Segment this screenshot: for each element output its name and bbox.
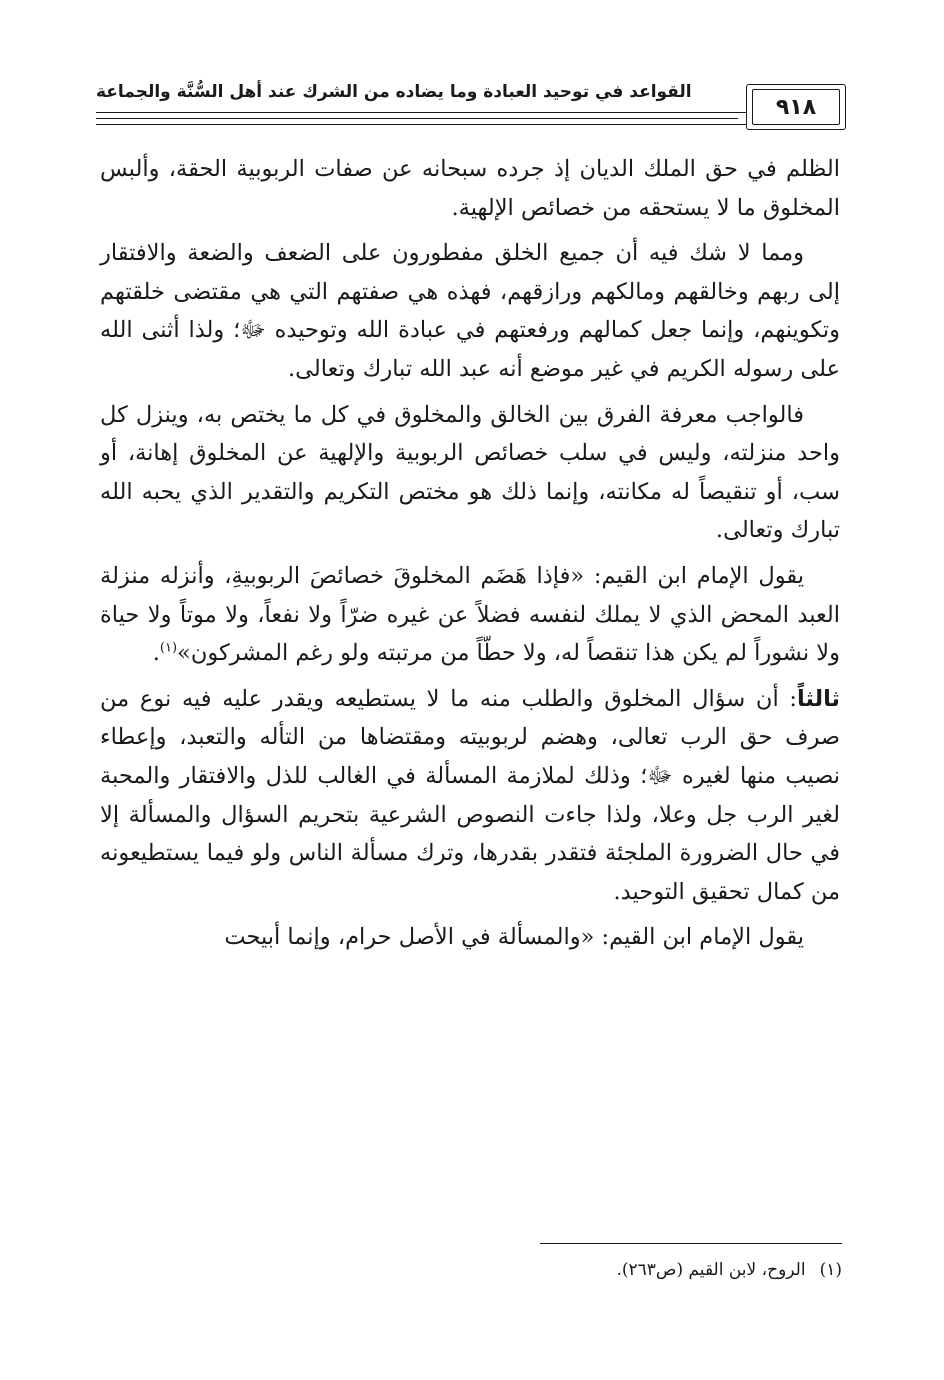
running-header (96, 78, 846, 138)
body-text (100, 150, 840, 964)
paragraph-5 (100, 680, 840, 912)
running-title: القواعد في توحيد العبادة وما يضاده من الشرك عند أهل السُّنَّة والجماعة (96, 82, 692, 102)
paragraph-5-text: : أن سؤال المخلوق والطلب منه ما لا يستطيعه ويقدر عليه فيه نوع من صرف حق الرب تعالى، وهضم لربوبيته ومقتضاها من التأله والتعبد، وإعطاء نصيب منها لغيره ﷻ؛ وذلك لملازمة المسألة في الغالب للذل والافتقار والمحبة لغير الرب جل وعلا، ولذا جاءت النصوص الشرعية بتحريم السؤال والمسألة إلا في حال الضرورة الملجئة فتقدر بقدرها، وترك مسألة الناس ولو فيما يستطيعونه من كمال تحقيق التوحيد. (100, 685, 840, 905)
section-lead-word: ثالثاً (797, 685, 840, 712)
paragraph-1: الظلم في حق الملك الديان إذ جرده سبحانه عن صفات الربوبية الحقة، وألبس المخلوق ما لا يستحقه من خصائص الإلهية. (100, 156, 840, 221)
page-number-frame (746, 84, 846, 130)
header-rule-tick (738, 112, 746, 113)
paragraph-3: فالواجب معرفة الفرق بين الخالق والمخلوق في كل ما يختص به، وينزل كل واحد منزلته، وليس في سلب خصائص الربوبية والإلهية عن المخلوق إهانة، أو سب، أو تنقيصاً له مكانته، وإنما ذلك هو مختص التكريم والتقدير الذي يحبه الله تبارك وتعالى. (100, 401, 840, 544)
paragraph-6: يقول الإمام ابن القيم: «والمسألة في الأصل حرام، وإنما أبيحت (224, 924, 804, 951)
frame-inner-border (752, 89, 840, 125)
footnote-text: الروح، لابن القيم (ص٢٦٣). (616, 1260, 806, 1280)
header-rule-tick (738, 124, 746, 125)
header-rule (96, 118, 738, 119)
paragraph-2: ومما لا شك فيه أن جميع الخلق مفطورون على الضعف والضعة والافتقار إلى ربهم وخالقهم ومالكهم ورازقهم، فهذه هي صفتهم التي هي مقتضى خلقتهم وتكوينهم، وإنما جعل كمالهم ورفعتهم في عبادة الله وتوحيده ﷻ؛ ولذا أثنى الله على رسوله الكريم في غير موضع أنه عبد الله تبارك وتعالى. (100, 240, 840, 382)
header-rule (96, 112, 738, 113)
header-rule (96, 124, 738, 125)
footnote (102, 1260, 842, 1280)
footnote-separator (540, 1243, 842, 1244)
footnote-reference: (١) (159, 640, 178, 656)
footnote-marker: (١) (819, 1260, 842, 1280)
paragraph-end: . (152, 640, 160, 667)
paragraph-4 (100, 557, 840, 673)
quote-ibn-alqayyim: يقول الإمام ابن القيم: «فإذا هَضَم المخلوقَ خصائصَ الربوبيةِ، وأنزله منزلة العبد المحض الذي لا يملك لنفسه فضلاً عن غيره ضرّاً ولا نفعاً، ولا موتاً ولا حياة ولا نشوراً لم يكن هذا تنقصاً له، ولا حطّاً من مرتبته ولو رغم المشركون» (100, 562, 840, 667)
page-number: ٩١٨ (775, 94, 817, 120)
